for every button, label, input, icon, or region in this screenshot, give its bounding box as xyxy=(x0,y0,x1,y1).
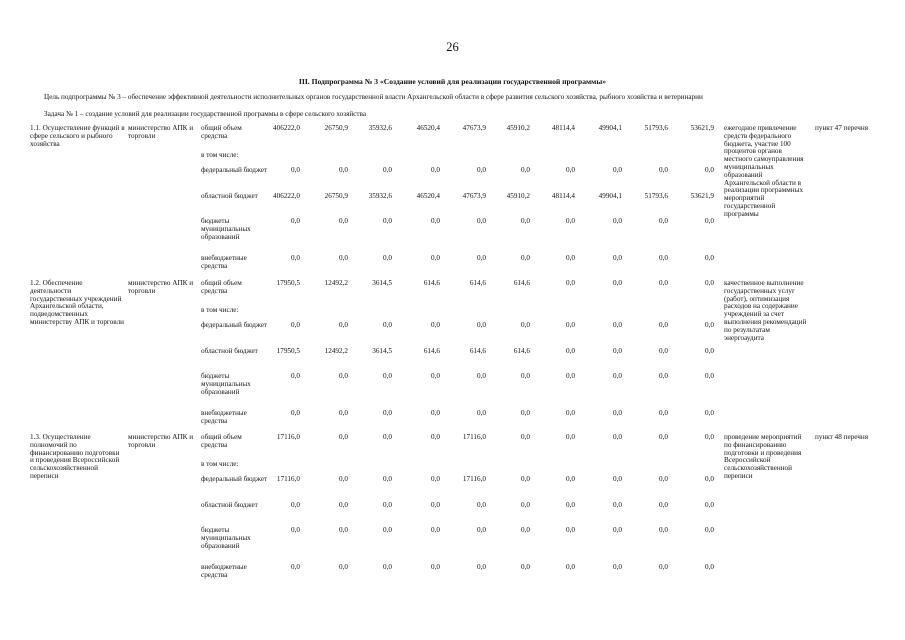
value-cell: 0,0 xyxy=(566,372,575,380)
value-cell: 35932,6 xyxy=(368,124,392,132)
value-cell: 614,6 xyxy=(423,347,440,355)
funding-label: областной бюджет xyxy=(201,192,258,200)
value-cell: 0,0 xyxy=(705,501,714,509)
value-cell: 0,0 xyxy=(291,526,300,534)
value-cell: 614,6 xyxy=(513,347,530,355)
value-cell: 12492,2 xyxy=(324,347,348,355)
value-cell: 0,0 xyxy=(521,372,530,380)
value-cell: 0,0 xyxy=(566,166,575,174)
value-cell: 0,0 xyxy=(705,347,714,355)
funding-label: общий объем средства xyxy=(201,124,242,140)
value-cell: 46520,4 xyxy=(416,124,440,132)
value-cell: 0,0 xyxy=(431,433,440,441)
value-cell: 0,0 xyxy=(383,254,392,262)
value-cell: 0,0 xyxy=(431,166,440,174)
value-cell: 0,0 xyxy=(521,563,530,571)
value-cell: 0,0 xyxy=(477,254,486,262)
value-cell: 0,0 xyxy=(659,217,668,225)
value-cell: 17950,5 xyxy=(276,279,300,287)
value-cell: 0,0 xyxy=(566,347,575,355)
value-cell: 0,0 xyxy=(659,372,668,380)
value-cell: 48114,4 xyxy=(551,192,575,200)
value-cell: 0,0 xyxy=(431,526,440,534)
value-cell: 0,0 xyxy=(431,321,440,329)
value-cell: 0,0 xyxy=(291,409,300,417)
value-cell: 49904,1 xyxy=(598,124,622,132)
value-cell: 51793,6 xyxy=(644,192,668,200)
funding-label: федеральный бюджет xyxy=(201,321,268,329)
value-cell: 0,0 xyxy=(566,409,575,417)
value-cell: 406222,0 xyxy=(273,124,300,132)
value-cell: 0,0 xyxy=(339,321,348,329)
value-cell: 0,0 xyxy=(613,501,622,509)
value-cell: 3614,5 xyxy=(372,347,392,355)
value-cell: 0,0 xyxy=(383,433,392,441)
value-cell: 0,0 xyxy=(613,347,622,355)
value-cell: 0,0 xyxy=(705,254,714,262)
value-cell: 0,0 xyxy=(613,433,622,441)
value-cell: 0,0 xyxy=(566,433,575,441)
value-cell: 614,6 xyxy=(423,279,440,287)
funding-label: внебюджетные средства xyxy=(201,563,247,579)
value-cell: 0,0 xyxy=(291,321,300,329)
value-cell: 12492,2 xyxy=(324,279,348,287)
value-cell: 0,0 xyxy=(613,217,622,225)
value-cell: 0,0 xyxy=(339,526,348,534)
value-cell: 0,0 xyxy=(339,501,348,509)
value-cell: 0,0 xyxy=(705,279,714,287)
value-cell: 0,0 xyxy=(339,372,348,380)
value-cell: 0,0 xyxy=(431,372,440,380)
value-cell: 0,0 xyxy=(566,279,575,287)
measure-note: пункт 48 перечня xyxy=(815,433,869,441)
value-cell: 0,0 xyxy=(705,321,714,329)
value-cell: 0,0 xyxy=(291,563,300,571)
funding-label: общий объем средства xyxy=(201,279,242,295)
measure-name: 1.1. Осуществление функций в сфере сельского и рыбного хозяйства xyxy=(30,124,125,148)
funding-label: в том числе: xyxy=(201,460,239,468)
value-cell: 0,0 xyxy=(521,409,530,417)
value-cell: 0,0 xyxy=(566,475,575,483)
funding-label: внебюджетные средства xyxy=(201,254,247,270)
value-cell: 0,0 xyxy=(613,475,622,483)
value-cell: 0,0 xyxy=(659,347,668,355)
value-cell: 51793,6 xyxy=(644,124,668,132)
value-cell: 0,0 xyxy=(477,501,486,509)
value-cell: 0,0 xyxy=(477,409,486,417)
value-cell: 17116,0 xyxy=(462,475,486,483)
value-cell: 0,0 xyxy=(566,501,575,509)
funding-label: бюджеты муниципальных образований xyxy=(201,372,251,396)
value-cell: 0,0 xyxy=(566,321,575,329)
value-cell: 0,0 xyxy=(705,433,714,441)
measure-executor: министерство АПК и торговли xyxy=(128,433,194,449)
value-cell: 0,0 xyxy=(521,217,530,225)
value-cell: 0,0 xyxy=(383,526,392,534)
value-cell: 17116,0 xyxy=(276,433,300,441)
value-cell: 17116,0 xyxy=(276,475,300,483)
value-cell: 47673,9 xyxy=(462,124,486,132)
value-cell: 0,0 xyxy=(339,433,348,441)
value-cell: 0,0 xyxy=(705,475,714,483)
section-title: III. Подпрограмма № 3 «Создание условий для реализации государственной программы» xyxy=(298,77,607,86)
value-cell: 0,0 xyxy=(521,254,530,262)
task-text: Задача № 1 – создание условий для реализации государственной программы в сфере сельского хозяйства xyxy=(44,110,367,118)
value-cell: 3614,5 xyxy=(372,279,392,287)
value-cell: 0,0 xyxy=(659,501,668,509)
funding-label: в том числе: xyxy=(201,151,239,159)
value-cell: 0,0 xyxy=(477,166,486,174)
funding-label: в том числе: xyxy=(201,306,239,314)
value-cell: 26750,9 xyxy=(324,192,348,200)
value-cell: 0,0 xyxy=(521,321,530,329)
value-cell: 0,0 xyxy=(659,563,668,571)
value-cell: 0,0 xyxy=(705,526,714,534)
value-cell: 0,0 xyxy=(383,475,392,483)
value-cell: 406222,0 xyxy=(273,192,300,200)
value-cell: 0,0 xyxy=(477,563,486,571)
value-cell: 614,6 xyxy=(469,279,486,287)
value-cell: 0,0 xyxy=(383,563,392,571)
value-cell: 35932,6 xyxy=(368,192,392,200)
value-cell: 614,6 xyxy=(469,347,486,355)
measure-executor: министерство АПК и торговли xyxy=(128,124,194,140)
value-cell: 0,0 xyxy=(339,409,348,417)
value-cell: 45910,2 xyxy=(506,192,530,200)
value-cell: 0,0 xyxy=(383,501,392,509)
value-cell: 0,0 xyxy=(705,372,714,380)
value-cell: 0,0 xyxy=(291,254,300,262)
value-cell: 0,0 xyxy=(291,166,300,174)
value-cell: 0,0 xyxy=(613,254,622,262)
value-cell: 0,0 xyxy=(659,526,668,534)
value-cell: 0,0 xyxy=(521,166,530,174)
value-cell: 0,0 xyxy=(431,254,440,262)
value-cell: 0,0 xyxy=(383,372,392,380)
value-cell: 0,0 xyxy=(477,217,486,225)
value-cell: 0,0 xyxy=(383,321,392,329)
value-cell: 0,0 xyxy=(705,409,714,417)
measure-note: пункт 47 перечня xyxy=(815,124,869,132)
value-cell: 0,0 xyxy=(613,166,622,174)
measure-name: 1.3. Осуществление полномочий по финансированию подготовки и проведения Всероссийской сельскохозяйственной переписи xyxy=(30,433,120,480)
value-cell: 0,0 xyxy=(659,279,668,287)
value-cell: 0,0 xyxy=(339,475,348,483)
value-cell: 0,0 xyxy=(477,372,486,380)
funding-label: общий объем средства xyxy=(201,433,242,449)
value-cell: 0,0 xyxy=(613,526,622,534)
value-cell: 0,0 xyxy=(613,372,622,380)
value-cell: 47673,9 xyxy=(462,192,486,200)
measure-result: проведение мероприятий по финансированию подготовки и проведения Всероссийской сельскохозяйственной переписи xyxy=(724,433,802,480)
value-cell: 0,0 xyxy=(383,166,392,174)
page-number: 26 xyxy=(446,40,459,54)
value-cell: 0,0 xyxy=(431,501,440,509)
value-cell: 48114,4 xyxy=(551,124,575,132)
goal-text: Цель подпрограммы № 3 – обеспечение эффективной деятельности исполнительных органов государственной власти Архангельской области в сфере развития сельского хозяйства, рыбного хозяйства и ветеринарии xyxy=(44,93,703,101)
measure-result: ежегодное привлечение средств федерального бюджета, участие 100 процентов органов местного самоуправления муниципальных образований Архангельской области в реализации программных мероприятий государственной программы xyxy=(724,124,804,218)
measure-executor: министерство АПК и торговли xyxy=(128,279,194,295)
value-cell: 0,0 xyxy=(566,217,575,225)
value-cell: 46520,4 xyxy=(416,192,440,200)
measure-name: 1.2. Обеспечение деятельности государственных учреждений Архангельской области, подведомственных министерству АПК и торговли xyxy=(30,279,125,326)
value-cell: 0,0 xyxy=(659,433,668,441)
value-cell: 0,0 xyxy=(659,475,668,483)
value-cell: 0,0 xyxy=(477,526,486,534)
value-cell: 0,0 xyxy=(613,279,622,287)
funding-label: областной бюджет xyxy=(201,501,258,509)
value-cell: 0,0 xyxy=(291,501,300,509)
value-cell: 0,0 xyxy=(431,409,440,417)
value-cell: 0,0 xyxy=(383,409,392,417)
value-cell: 0,0 xyxy=(431,563,440,571)
value-cell: 0,0 xyxy=(521,526,530,534)
value-cell: 0,0 xyxy=(521,475,530,483)
value-cell: 26750,9 xyxy=(324,124,348,132)
value-cell: 614,6 xyxy=(513,279,530,287)
value-cell: 0,0 xyxy=(339,254,348,262)
value-cell: 0,0 xyxy=(705,563,714,571)
value-cell: 0,0 xyxy=(431,217,440,225)
value-cell: 0,0 xyxy=(705,166,714,174)
value-cell: 0,0 xyxy=(339,563,348,571)
funding-label: федеральный бюджет xyxy=(201,475,268,483)
value-cell: 0,0 xyxy=(431,475,440,483)
value-cell: 0,0 xyxy=(613,563,622,571)
value-cell: 49904,1 xyxy=(598,192,622,200)
funding-label: бюджеты муниципальных образований xyxy=(201,526,251,550)
funding-label: областной бюджет xyxy=(201,347,258,355)
value-cell: 0,0 xyxy=(477,321,486,329)
value-cell: 0,0 xyxy=(659,321,668,329)
value-cell: 0,0 xyxy=(613,321,622,329)
value-cell: 0,0 xyxy=(659,166,668,174)
value-cell: 0,0 xyxy=(613,409,622,417)
funding-label: бюджеты муниципальных образований xyxy=(201,217,251,241)
value-cell: 53621,9 xyxy=(690,124,714,132)
value-cell: 0,0 xyxy=(291,372,300,380)
value-cell: 0,0 xyxy=(339,166,348,174)
value-cell: 17116,0 xyxy=(462,433,486,441)
value-cell: 0,0 xyxy=(566,526,575,534)
value-cell: 53621,9 xyxy=(690,192,714,200)
value-cell: 0,0 xyxy=(659,254,668,262)
value-cell: 0,0 xyxy=(659,409,668,417)
value-cell: 0,0 xyxy=(521,433,530,441)
funding-label: внебюджетные средства xyxy=(201,409,247,425)
measure-result: качественное выполнение государственных услуг (работ), оптимизация расходов на содержание учреждений за счет выполнения рекомендаций по результатам энергоаудита xyxy=(724,279,807,342)
funding-label: федеральный бюджет xyxy=(201,166,268,174)
value-cell: 0,0 xyxy=(291,217,300,225)
value-cell: 0,0 xyxy=(566,563,575,571)
value-cell: 0,0 xyxy=(705,217,714,225)
value-cell: 0,0 xyxy=(566,254,575,262)
value-cell: 0,0 xyxy=(339,217,348,225)
value-cell: 0,0 xyxy=(521,501,530,509)
value-cell: 0,0 xyxy=(383,217,392,225)
value-cell: 17950,5 xyxy=(276,347,300,355)
value-cell: 45910,2 xyxy=(506,124,530,132)
